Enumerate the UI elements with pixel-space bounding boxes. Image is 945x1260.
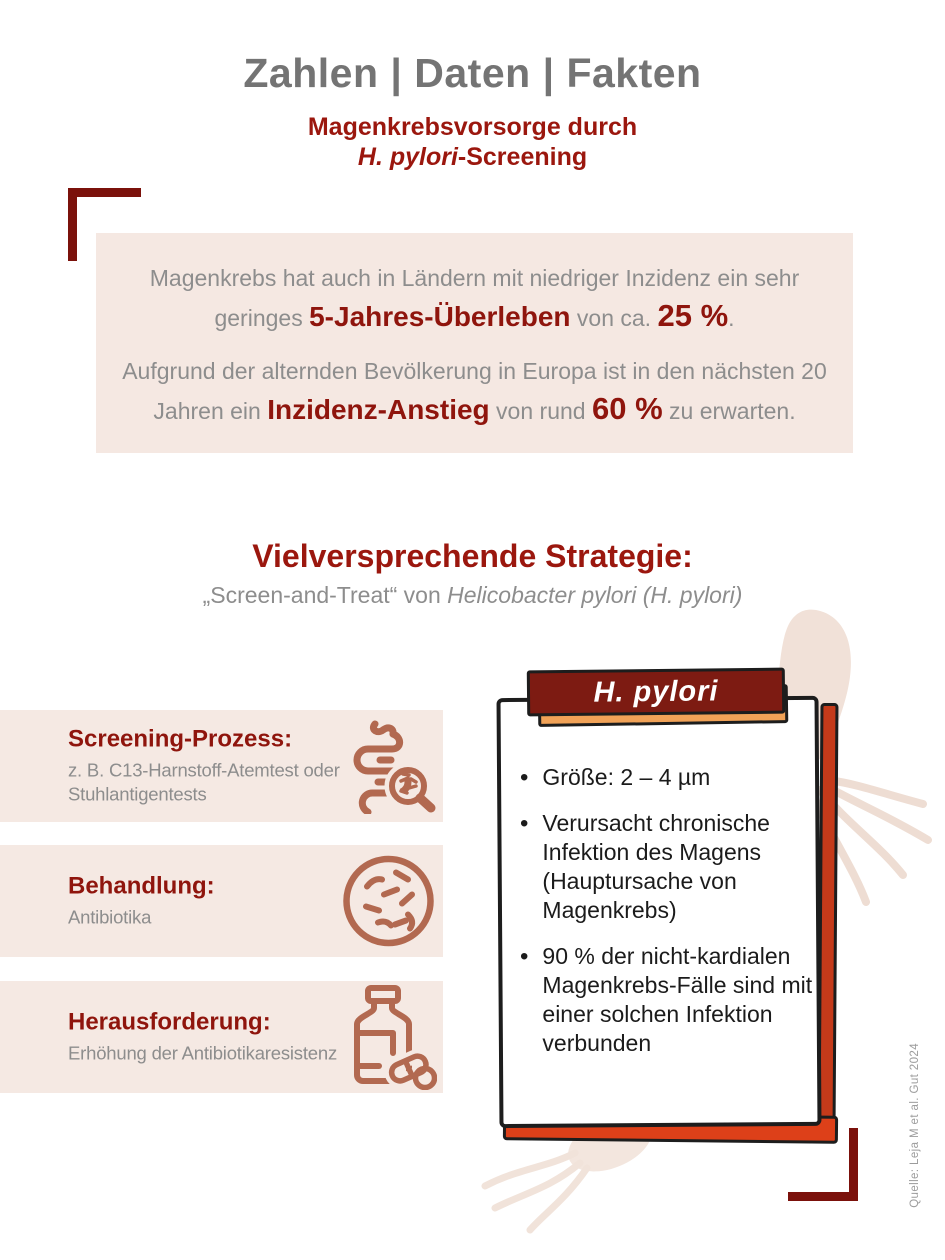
strategy-subtitle xyxy=(0,582,945,609)
info-box-desc: Erhöhung der Antibiotikaresistenz xyxy=(68,1042,338,1064)
stat-paragraph-2 xyxy=(116,353,833,430)
info-box-text xyxy=(68,873,356,930)
info-box-desc: Antibiotika xyxy=(68,906,152,928)
stat-text: Magenkrebs hat auch in Ländern mit niedriger Inzidenz ein sehr geringes xyxy=(149,265,800,331)
subtitle-rest: -Screening xyxy=(457,143,588,171)
card-bullet-text: • 90 % der nicht-kardialen Magenkrebs-Fälle sind mit einer solchen Infektion verbunden xyxy=(542,943,813,1056)
info-box-screening xyxy=(0,710,443,822)
card-bullet xyxy=(520,942,815,1058)
info-box-text xyxy=(68,726,356,807)
stat-text: zu erwarten. xyxy=(662,398,796,424)
subtitle-line1: Magenkrebsvorsorge durch xyxy=(307,113,638,141)
intestine-magnifier-icon xyxy=(331,718,437,814)
bacteria-dish-icon xyxy=(340,853,437,950)
stat-text: von ca. xyxy=(570,305,658,331)
card-bullet xyxy=(520,763,815,792)
info-box-desc: z. B. C13-Harnstoff-Atemtest oder Stuhlantigentests xyxy=(68,759,340,805)
stat-number: 25 % xyxy=(657,298,729,333)
stat-text: . xyxy=(728,305,735,331)
info-box-treatment xyxy=(0,845,443,957)
card-bullet-text: • Verursacht chronische Infektion des Magens (Hauptursache von Magenkrebs) xyxy=(542,810,770,923)
page-title: Zahlen | Daten | Fakten xyxy=(243,50,702,96)
source-credit: Quelle: Leja M et al. Gut 2024 xyxy=(909,1043,921,1208)
subtitle-italic: H. pylori xyxy=(357,143,458,171)
stat-number: 60 % xyxy=(591,391,663,426)
stat-emphasis: Inzidenz-Anstieg xyxy=(267,394,490,425)
card-bullet xyxy=(520,809,815,925)
stat-paragraph-1 xyxy=(116,260,833,337)
stat-emphasis: 5-Jahres-Überleben xyxy=(309,301,571,332)
strategy-subtitle-italic: Helicobacter pylori (H. pylori) xyxy=(447,582,743,608)
strategy-heading: Vielversprechende Strategie: xyxy=(252,538,693,574)
medicine-bottle-pills-icon xyxy=(335,984,437,1090)
info-box-title: Screening-Prozess: xyxy=(68,725,293,753)
info-box-title: Herausforderung: xyxy=(68,1008,271,1036)
card-bullet-list xyxy=(520,763,815,1075)
stat-text: Aufgrund der alternden Bevölkerung in Europa ist in den nächsten 20 Jahren ein xyxy=(122,358,827,424)
card-banner: H. pylori xyxy=(527,668,785,717)
info-box-text xyxy=(68,1009,356,1066)
stat-box xyxy=(96,233,853,453)
page-subtitle xyxy=(0,112,945,172)
info-box-title: Behandlung: xyxy=(68,872,215,900)
info-box-challenge xyxy=(0,981,443,1093)
card-bullet-text: • Größe: 2 – 4 µm xyxy=(542,764,711,790)
strategy-subtitle-text: „Screen-and-Treat“ von xyxy=(202,582,448,608)
stat-text: von rund xyxy=(489,398,592,424)
